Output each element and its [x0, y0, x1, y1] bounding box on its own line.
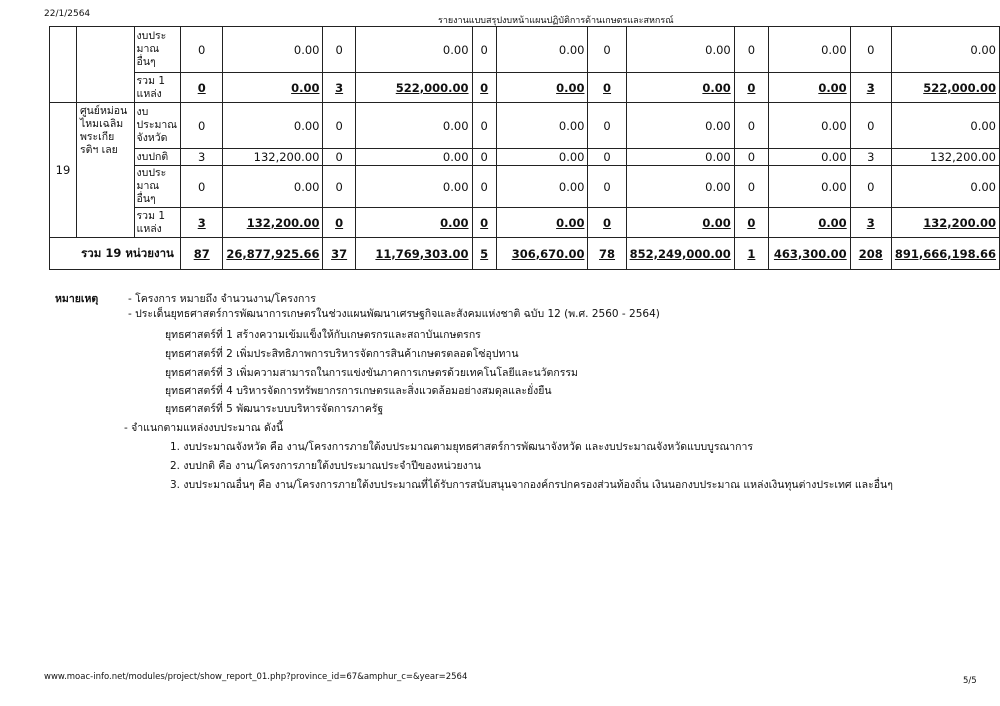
- amount-cell: 0.00: [355, 27, 472, 73]
- amount-cell: 0.00: [626, 149, 734, 166]
- amount-cell: 0.00: [891, 103, 999, 149]
- count-cell: 0: [472, 208, 496, 238]
- remark-line: - จำแนกตามแหล่งงบประมาณ ดังนี้: [124, 422, 284, 434]
- count-cell: 0: [472, 103, 496, 149]
- amount-cell: 0.00: [626, 166, 734, 208]
- count-cell: 0: [734, 27, 768, 73]
- subtotal-row: [50, 73, 1000, 103]
- agency-cell: [76, 27, 134, 103]
- amount-cell: 0.00: [496, 103, 588, 149]
- count-cell: 5: [472, 238, 496, 270]
- count-cell: 0: [734, 103, 768, 149]
- count-cell: 3: [850, 149, 891, 166]
- strategy-line: ยุทธศาสตร์ที่ 3 เพิ่มความสามารถในการแข่งขันภาคการเกษตรด้วยเทคโนโลยีและนวัตกรรม: [165, 367, 578, 379]
- amount-cell: 132,200.00: [891, 149, 999, 166]
- source-definition: 3. งบประมาณอื่นๆ คือ งาน/โครงการภายใต้งบประมาณที่ได้รับการสนับสนุนจากองค์กรปกครองส่วนท้องถิ่น เงินนอกงบประมาณ แหล่งเงินทุนต่างประเทศ และอื่นๆ: [170, 479, 893, 491]
- amount-cell: 0.00: [223, 166, 323, 208]
- amount-cell: 0.00: [496, 166, 588, 208]
- count-cell: 3: [850, 73, 891, 103]
- amount-cell: 0.00: [355, 166, 472, 208]
- amount-cell: 0.00: [626, 27, 734, 73]
- amount-cell: 0.00: [496, 208, 588, 238]
- count-cell: 0: [472, 149, 496, 166]
- count-cell: 3: [850, 208, 891, 238]
- count-cell: 0: [472, 27, 496, 73]
- page-number: 5/5: [963, 676, 977, 686]
- row-no-cell: 19: [50, 103, 77, 238]
- amount-cell: 0.00: [355, 149, 472, 166]
- count-cell: 0: [850, 103, 891, 149]
- count-cell: 0: [472, 73, 496, 103]
- amount-cell: 522,000.00: [891, 73, 999, 103]
- report-date: 22/1/2564: [44, 9, 91, 19]
- strategy-line: ยุทธศาสตร์ที่ 5 พัฒนาระบบบริหารจัดการภาครัฐ: [165, 403, 384, 415]
- source-cell: รวม 1 แหล่ง: [134, 73, 181, 103]
- count-cell: 0: [588, 73, 626, 103]
- source-definition: 2. งบปกติ คือ งาน/โครงการภายใต้งบประมาณประจำปีของหน่วยงาน: [170, 460, 481, 472]
- amount-cell: 0.00: [891, 27, 999, 73]
- amount-cell: 463,300.00: [769, 238, 851, 270]
- count-cell: 0: [850, 166, 891, 208]
- count-cell: 0: [181, 73, 223, 103]
- amount-cell: 132,200.00: [223, 208, 323, 238]
- amount-cell: 891,666,198.66: [891, 238, 999, 270]
- strategy-line: ยุทธศาสตร์ที่ 1 สร้างความเข้มแข็งให้กับเกษตรกรและสถาบันเกษตรกร: [165, 329, 481, 341]
- grand-total-label: รวม 19 หน่วยงาน: [50, 238, 181, 270]
- remark-line: - โครงการ หมายถึง จำนวนงาน/โครงการ: [128, 293, 316, 305]
- amount-cell: 0.00: [769, 73, 851, 103]
- count-cell: 3: [323, 73, 355, 103]
- table-row: [50, 166, 1000, 208]
- count-cell: 0: [323, 149, 355, 166]
- amount-cell: 0.00: [891, 166, 999, 208]
- count-cell: 78: [588, 238, 626, 270]
- agency-cell: ศูนย์หม่อนไหมเฉลิมพระเกียรติฯ เลย: [76, 103, 134, 238]
- count-cell: 0: [588, 27, 626, 73]
- count-cell: 0: [588, 149, 626, 166]
- amount-cell: 0.00: [769, 27, 851, 73]
- source-cell: งบปกติ: [134, 149, 181, 166]
- count-cell: 3: [181, 149, 223, 166]
- count-cell: 0: [181, 166, 223, 208]
- amount-cell: 0.00: [223, 73, 323, 103]
- source-definition: 1. งบประมาณจังหวัด คือ งาน/โครงการภายใต้งบประมาณตามยุทธศาสตร์การพัฒนาจังหวัด และงบประมาณจังหวัดแบบบูรณาการ: [170, 441, 754, 453]
- count-cell: 0: [323, 103, 355, 149]
- amount-cell: 0.00: [355, 103, 472, 149]
- amount-cell: 0.00: [223, 103, 323, 149]
- footer-url: www.moac-info.net/modules/project/show_report_01.php?province_id=67&amphur_c=&year=2564: [44, 672, 468, 682]
- amount-cell: 0.00: [769, 208, 851, 238]
- source-cell: งบประมาณอื่นๆ: [134, 166, 181, 208]
- amount-cell: 522,000.00: [355, 73, 472, 103]
- grand-total-row: [50, 238, 1000, 270]
- amount-cell: 0.00: [769, 166, 851, 208]
- amount-cell: 0.00: [626, 208, 734, 238]
- count-cell: 0: [323, 166, 355, 208]
- row-no-cell: [50, 27, 77, 103]
- table-row: [50, 149, 1000, 166]
- count-cell: 0: [472, 166, 496, 208]
- source-cell: งบประมาณอื่นๆ: [134, 27, 181, 73]
- amount-cell: 0.00: [626, 73, 734, 103]
- amount-cell: 0.00: [769, 103, 851, 149]
- amount-cell: 0.00: [626, 103, 734, 149]
- amount-cell: 132,200.00: [223, 149, 323, 166]
- amount-cell: 0.00: [769, 149, 851, 166]
- count-cell: 0: [588, 166, 626, 208]
- amount-cell: 26,877,925.66: [223, 238, 323, 270]
- count-cell: 0: [323, 27, 355, 73]
- amount-cell: 852,249,000.00: [626, 238, 734, 270]
- count-cell: 0: [181, 103, 223, 149]
- report-title: รายงานแบบสรุปงบหน้าแผนปฏิบัติการด้านเกษตรและสหกรณ์: [438, 16, 674, 26]
- count-cell: 0: [850, 27, 891, 73]
- summary-table: [49, 26, 1000, 270]
- count-cell: 0: [734, 73, 768, 103]
- count-cell: 0: [181, 27, 223, 73]
- count-cell: 37: [323, 238, 355, 270]
- count-cell: 0: [323, 208, 355, 238]
- amount-cell: 0.00: [223, 27, 323, 73]
- table-row: [50, 103, 1000, 149]
- count-cell: 3: [181, 208, 223, 238]
- table-row: [50, 27, 1000, 73]
- subtotal-row: [50, 208, 1000, 238]
- amount-cell: 0.00: [496, 73, 588, 103]
- amount-cell: 0.00: [355, 208, 472, 238]
- count-cell: 0: [588, 208, 626, 238]
- amount-cell: 11,769,303.00: [355, 238, 472, 270]
- count-cell: 0: [734, 208, 768, 238]
- count-cell: 208: [850, 238, 891, 270]
- count-cell: 0: [734, 166, 768, 208]
- amount-cell: 0.00: [496, 27, 588, 73]
- count-cell: 0: [588, 103, 626, 149]
- source-cell: งบประมาณจังหวัด: [134, 103, 181, 149]
- strategy-line: ยุทธศาสตร์ที่ 4 บริหารจัดการทรัพยากรการเกษตรและสิ่งแวดล้อมอย่างสมดุลและยั่งยืน: [165, 385, 552, 397]
- remarks-heading: หมายเหตุ: [55, 293, 99, 305]
- strategy-line: ยุทธศาสตร์ที่ 2 เพิ่มประสิทธิภาพการบริหารจัดการสินค้าเกษตรตลอดโซ่อุปทาน: [165, 348, 519, 360]
- remark-line: - ประเด็นยุทธศาสตร์การพัฒนาการเกษตรในช่วงแผนพัฒนาเศรษฐกิจและสังคมแห่งชาติ ฉบับ 12 (พ.ศ. 2560 - 2564): [128, 308, 660, 320]
- amount-cell: 0.00: [496, 149, 588, 166]
- source-cell: รวม 1 แหล่ง: [134, 208, 181, 238]
- count-cell: 1: [734, 238, 768, 270]
- amount-cell: 132,200.00: [891, 208, 999, 238]
- count-cell: 87: [181, 238, 223, 270]
- amount-cell: 306,670.00: [496, 238, 588, 270]
- count-cell: 0: [734, 149, 768, 166]
